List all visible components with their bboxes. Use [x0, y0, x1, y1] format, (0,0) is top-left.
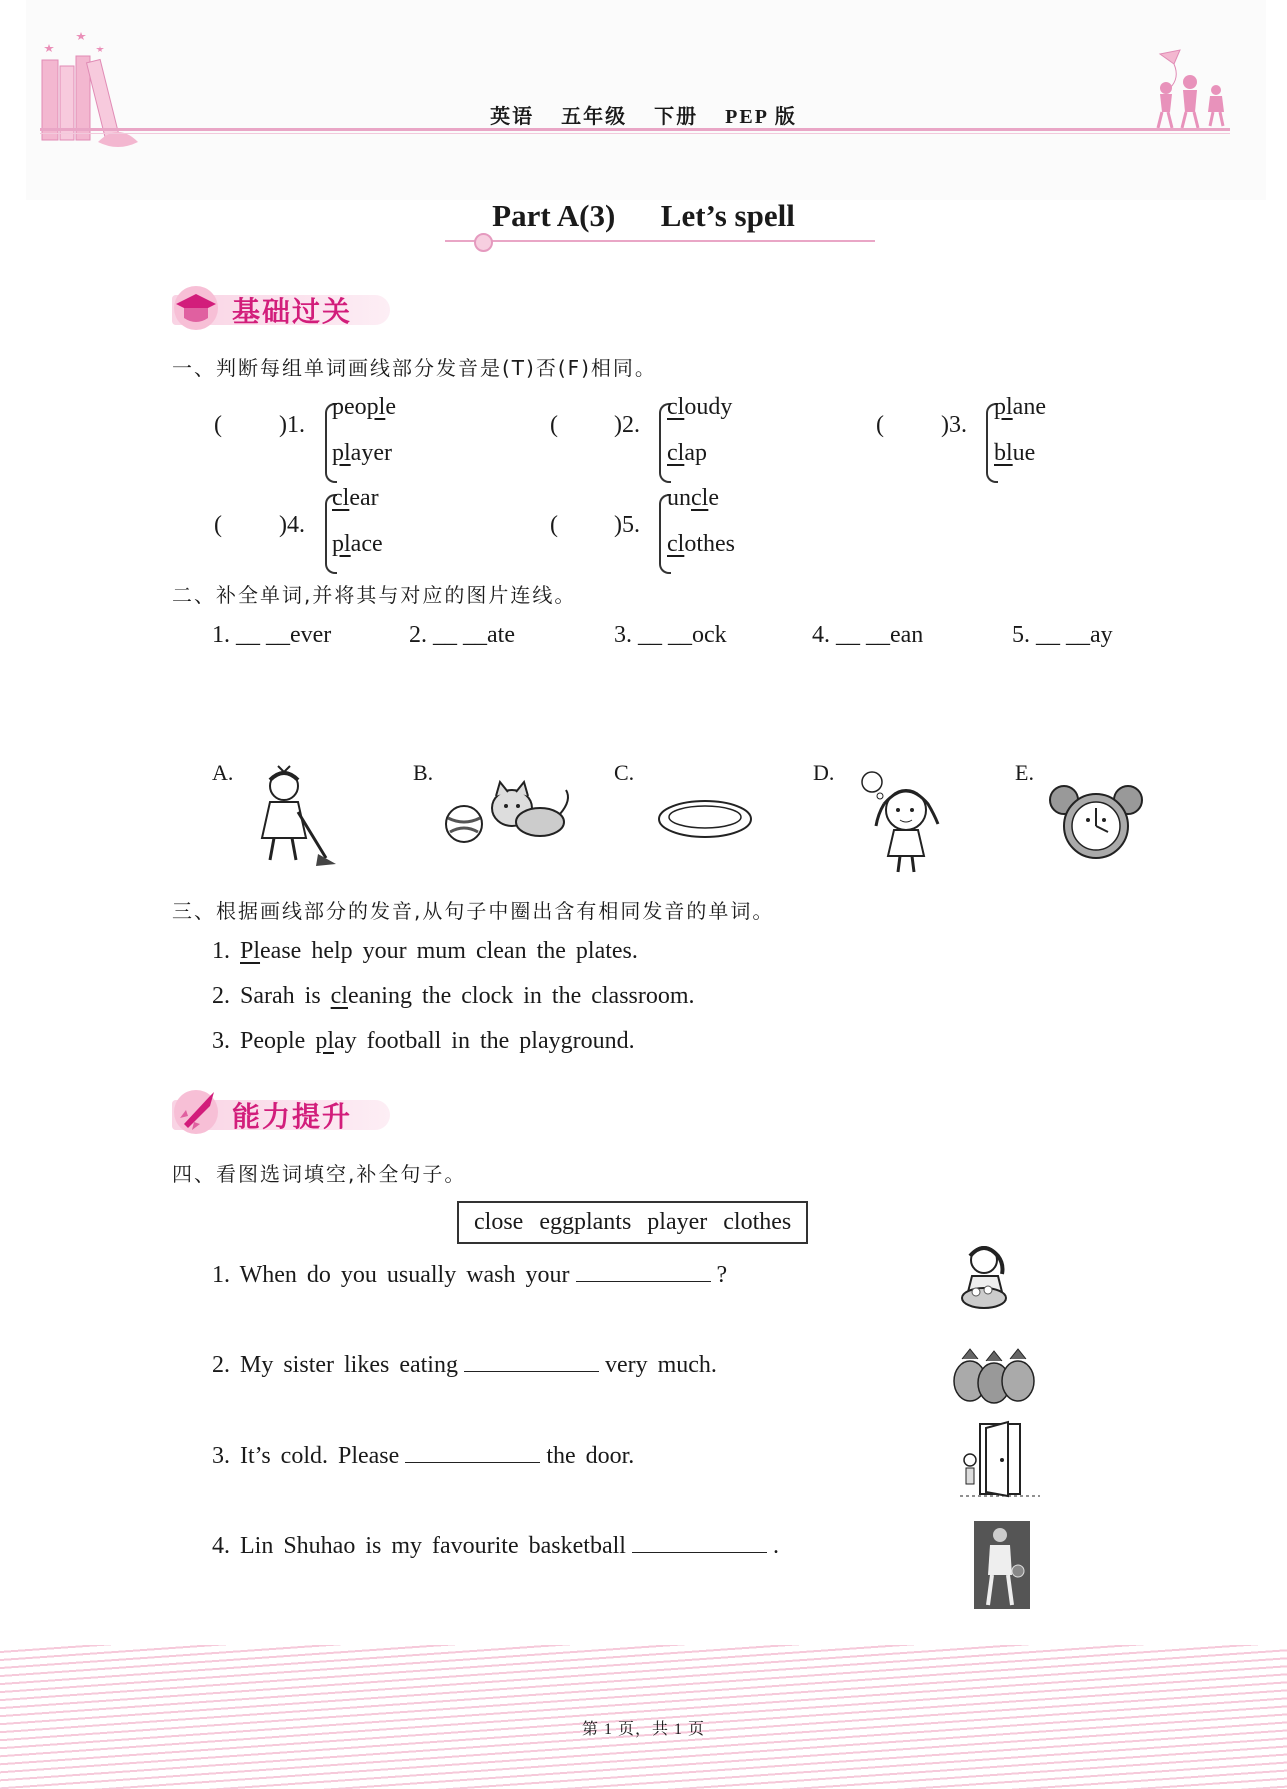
q1-word-place: place: [332, 531, 383, 557]
q2-item-2: 2. __ __ate: [409, 622, 515, 648]
word-bank-item: clothes: [723, 1209, 792, 1235]
q1-word-clear: clear: [332, 485, 379, 511]
q4-sentence-4: 4. Lin Shuhao is my favourite basketball .: [212, 1533, 779, 1559]
header-grade: 五年级: [561, 106, 628, 128]
q1-num-1: )1.: [279, 412, 305, 438]
q1-word-blue: blue: [994, 440, 1036, 466]
q3-instruction: 三、根据画线部分的发音,从句子中圈出含有相同发音的单词。: [172, 899, 775, 923]
q2-pic-label-e: E.: [1015, 760, 1034, 785]
q1-word-cloudy: cloudy: [667, 394, 733, 420]
door-icon: [956, 1420, 1042, 1500]
q1-num-4: )4.: [279, 512, 305, 538]
girl-washing-icon: [954, 1242, 1020, 1318]
header-subject: 英语: [490, 106, 535, 128]
q4-word-bank: [457, 1201, 808, 1244]
q1-paren-4[interactable]: (: [214, 512, 222, 538]
q3-sentence-3: 3. People play football in the playground.: [212, 1028, 635, 1054]
clock-icon: [1046, 782, 1146, 862]
q2-pic-label-d: D.: [813, 760, 835, 785]
title-name: Let’s spell: [660, 198, 795, 233]
q4-sentence-3: 3. It’s cold. Please the door.: [212, 1443, 635, 1469]
q1-word-uncle: uncle: [667, 485, 719, 511]
q4-sentence-1: 1. When do you usually wash your ?: [212, 1262, 728, 1288]
cat-ball-icon: [444, 774, 574, 850]
q1-num-5: )5.: [614, 512, 640, 538]
word-bank-item: player: [647, 1209, 708, 1235]
books-logo-icon: [38, 30, 158, 150]
page-title: [0, 198, 1287, 234]
title-dot: [474, 233, 493, 252]
word-bank-item: eggplants: [539, 1209, 632, 1235]
q1-paren-3[interactable]: (: [876, 412, 884, 438]
q1-paren-2[interactable]: (: [550, 412, 558, 438]
answer-blank[interactable]: [405, 1448, 540, 1463]
page-number: 第 1 页，共 1 页: [581, 1721, 705, 1738]
q1-word-clothes: clothes: [667, 531, 735, 557]
answer-blank[interactable]: [632, 1538, 767, 1553]
q2-item-3: 3. __ __ock: [614, 622, 727, 648]
q1-paren-5[interactable]: (: [550, 512, 558, 538]
q4-sentence-2: 2. My sister likes eating very much.: [212, 1352, 717, 1378]
section-ability-title: 能力提升: [232, 1100, 353, 1133]
header-text: [0, 100, 1287, 129]
q3-sentence-2: 2. Sarah is cleaning the clock in the classroom.: [212, 983, 695, 1009]
q2-item-1: 1. __ __ever: [212, 622, 332, 648]
graduation-cap-icon: [170, 282, 226, 330]
header-rule-thin: [40, 133, 1230, 134]
answer-blank[interactable]: [464, 1357, 599, 1372]
q1-paren-1[interactable]: (: [214, 412, 222, 438]
q1-word-people: people: [332, 394, 396, 420]
q2-item-4: 4. __ __ean: [812, 622, 924, 648]
q2-pic-label-b: B.: [413, 760, 434, 785]
eggplants-icon: [952, 1335, 1038, 1405]
basketball-player-icon: [974, 1521, 1030, 1609]
clever-girl-icon: [850, 770, 950, 874]
rocket-icon: [170, 1086, 226, 1134]
q4-instruction: 四、看图选词填空,补全句子。: [172, 1162, 467, 1186]
q2-instruction: 二、补全单词,并将其与对应的图片连线。: [172, 583, 577, 607]
title-part: Part A(3): [492, 198, 616, 233]
title-underline: [445, 240, 875, 242]
word-bank-item: close: [474, 1209, 524, 1235]
q1-num-2: )2.: [614, 412, 640, 438]
header-edition: PEP 版: [725, 106, 797, 128]
q1-word-clap: clap: [667, 440, 707, 466]
q2-item-5: 5. __ __ay: [1012, 622, 1113, 648]
q2-pic-label-a: A.: [212, 760, 234, 785]
q1-word-player: player: [332, 440, 392, 466]
q1-word-plane: plane: [994, 394, 1046, 420]
plate-icon: [655, 797, 755, 841]
section-basic-title: 基础过关: [232, 295, 353, 328]
header-term: 下册: [654, 106, 699, 128]
girl-sweeping-icon: [248, 762, 338, 868]
q3-sentence-1: 1. Please help your mum clean the plates.: [212, 938, 638, 964]
q2-pic-label-c: C.: [614, 760, 635, 785]
q1-num-3: )3.: [941, 412, 967, 438]
q1-instruction: 一、判断每组单词画线部分发音是(T)否(F)相同。: [172, 356, 657, 380]
answer-blank[interactable]: [576, 1267, 711, 1282]
